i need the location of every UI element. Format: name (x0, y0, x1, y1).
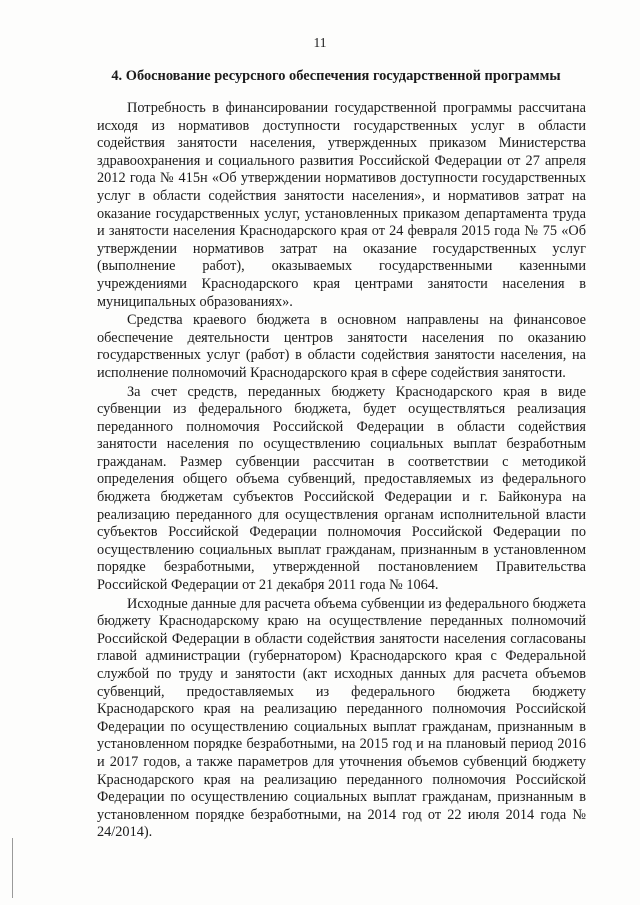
paragraph-funding-need: Потребность в финансировании государственной программы рассчитана исходя из нормативов доступности государственных услуг в области содействия занятости населения, утвержденных приказом Министерства здравоохранения и социального развития Российской Федерации от 27 апреля 2012 года № 415н «Об утверждении нормативов доступности государственных услуг в области содействия занятости населения», и нормативов затрат на оказание государственных услуг, установленных приказом департамента труда и занятости населения Краснодарского края от 24 февраля 2015 года № 75 «Об утверждении нормативов затрат на оказание государственных услуг (выполнение работ), оказываемых государственными казенными учреждениями Краснодарского края центрами занятости населения в муниципальных образованиях». (97, 100, 586, 310)
paragraph-source-data: Исходные данные для расчета объема субвенции из федерального бюджета бюджету Краснодарскому краю на осуществление переданных полномочий Российской Федерации в области содействия занятости населения согласованы главой администрации (губернатором) Краснодарского края с Федеральной службой по труду и занятости (акт исходных данных для расчета объемов субвенций, предоставляемых из федерального бюджета бюджету Краснодарского края на реализацию переданного полномочия Российской Федерации по осуществлению социальных выплат гражданам, признанным в установленном порядке безработными, на 2015 год и на плановый период 2016 и 2017 годов, а также параметров для уточнения объемов субвенций бюджету Краснодарского края на реализацию переданного полномочия Российской Федерации по осуществлению социальных выплат гражданам, признанным в установленном порядке безработными, на 2014 год от 22 июля 2014 года № 24/2014). (97, 595, 586, 841)
paragraph-regional-budget: Средства краевого бюджета в основном направлены на финансовое обеспечение деятельности центров занятости населения по оказанию государственных услуг (работ) в области содействия занятости населения, на исполнение полномочий Краснодарского края в сфере содействия занятости. (97, 312, 586, 381)
paragraph-federal-subvention: За счет средств, переданных бюджету Краснодарского края в виде субвенции из федерального бюджета, будет осуществляться реализация переданного полномочия Российской Федерации в области содействия занятости населения по осуществлению социальных выплат безработным гражданам. Размер субвенции рассчитан в соответствии с методикой определения общего объема субвенций, предоставляемых из федерального бюджета бюджетам субъектов Российской Федерации и г. Байконура на реализацию переданного для осуществления органам исполнительной власти субъектов Российской Федерации полномочия Российской Федерации по осуществлению социальных выплат гражданам, признанным в установленном порядке безработными, утвержденной постановлением Правительства Российской Федерации от 21 декабря 2011 года № 1064. (97, 383, 586, 594)
page-number: 11 (313, 35, 327, 50)
section-title: 4. Обоснование ресурсного обеспечения государственной программы (111, 68, 561, 84)
scan-margin-line (12, 838, 13, 898)
body-text (97, 100, 586, 843)
